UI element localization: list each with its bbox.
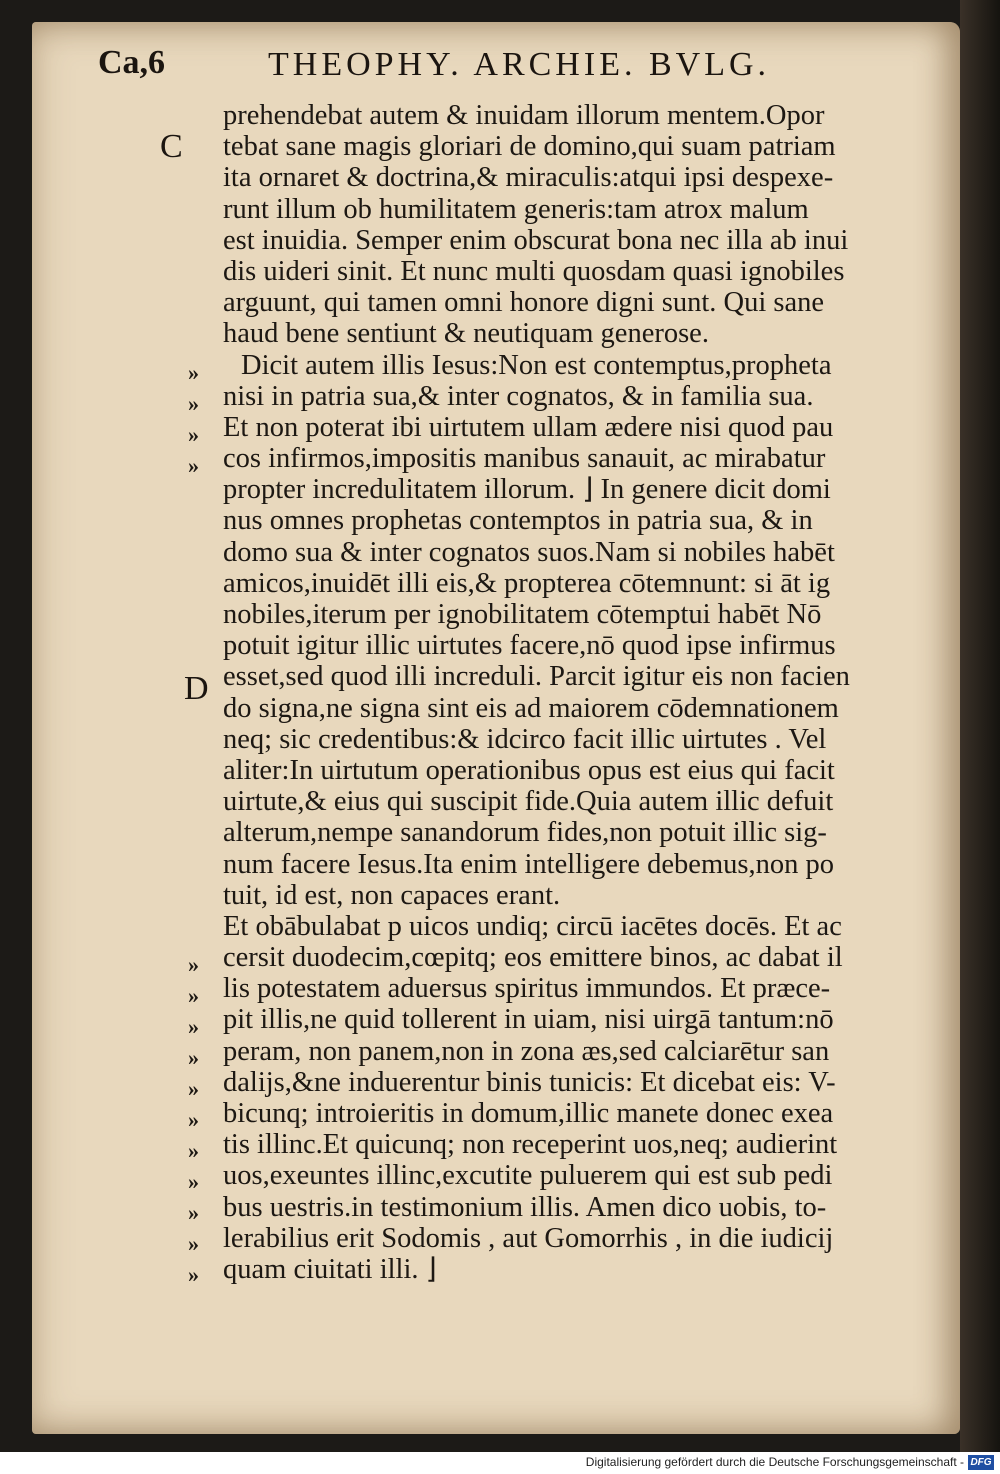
running-head: THEOPHY. ARCHIE. BVLG. xyxy=(268,46,771,83)
margin-letter-c: C xyxy=(160,128,183,165)
text-line: quam ciuitati illi. ⌋ xyxy=(223,1253,437,1285)
text-line: nobiles,iterum per ignobilitatem cōtemptui habēt Nō xyxy=(223,599,822,630)
text-line: est inuidia. Semper enim obscurat bona nec illa ab inui xyxy=(223,224,849,256)
quote-mark: » xyxy=(188,1262,199,1287)
text-line: tuit, id est, non capaces erant. xyxy=(223,879,561,911)
text-line: neq; sic credentibus:& idcirco facit illic uirtutes . Vel xyxy=(223,723,827,755)
text-line: bus uestris.in testimonium illis. Amen dico uobis, to- xyxy=(223,1191,827,1223)
quote-mark: » xyxy=(188,360,199,385)
text-line: potuit igitur illic uirtutes facere,nō quod ipse infirmus xyxy=(223,630,836,662)
funding-credit: Digitalisierung gefördert durch die Deutsche Forschungsgemeinschaft - xyxy=(585,1455,964,1469)
text-line: pit illis,ne quid tollerent in uiam, nisi uirgā tantum:nō xyxy=(223,1004,834,1036)
quote-mark: » xyxy=(188,1076,199,1101)
quote-mark: » xyxy=(188,983,199,1008)
text-line: tebat sane magis gloriari de domino,qui suam patriam xyxy=(223,131,836,163)
text-line: lis potestatem aduersus spiritus immundos. Et præce- xyxy=(223,973,831,1005)
text-line: propter incredulitatem illorum. ⌋ In genere dicit domi xyxy=(223,474,831,506)
folio-label: Ca,6 xyxy=(98,44,166,81)
text-line: Et non poterat ibi uirtutem ullam ædere nisi quod pau xyxy=(223,411,834,443)
quote-mark: » xyxy=(188,1169,199,1194)
text-line: esset,sed quod illi increduli. Parcit igitur eis non facien xyxy=(223,661,850,693)
text-line: num facere Iesus.Ita enim intelligere debemus,non po xyxy=(223,848,834,880)
text-line: cos infirmos,impositis manibus sanauit, ac mirabatur xyxy=(223,443,826,475)
text-line: bicunq; introieritis in domum,illic manete donec exea xyxy=(223,1098,834,1129)
text-line: uirtute,& eius qui suscipit fide.Quia autem illic defuit xyxy=(223,786,834,818)
quote-mark: » xyxy=(188,952,199,977)
text-line: ita ornaret & doctrina,& miraculis:atqui ipsi despexe- xyxy=(223,162,834,194)
quote-mark: » xyxy=(188,1138,199,1163)
quote-mark: » xyxy=(188,1200,199,1225)
text-line: alterum,nempe sanandorum fides,non potuit illic sig- xyxy=(223,817,827,849)
text-line: aliter:In uirtutum operationibus opus est eius qui facit xyxy=(223,754,835,786)
text-line: tis illinc.Et quicunq; non receperint uos,neq; audierint xyxy=(223,1129,838,1161)
text-line: runt illum ob humilitatem generis:tam atrox malum xyxy=(223,193,809,225)
text-line: haud bene sentiunt & neutiquam generose. xyxy=(223,318,709,350)
quote-mark: » xyxy=(188,422,199,447)
text-line: do signa,ne signa sint eis ad maiorem cōdemnationem xyxy=(223,692,839,724)
book-edge xyxy=(960,0,1000,1452)
quote-mark: » xyxy=(188,391,199,416)
quote-mark: » xyxy=(188,1045,199,1070)
quote-mark: » xyxy=(188,1107,199,1132)
body-text xyxy=(223,100,923,1285)
text-line: cersit duodecim,cœpitq; eos emittere binos, ac dabat il xyxy=(223,942,843,974)
text-line: nisi in patria sua,& inter cognatos, & in familia sua. xyxy=(223,380,814,412)
quote-mark: » xyxy=(188,1014,199,1039)
page-header xyxy=(98,44,1000,94)
margin-letter-d: D xyxy=(184,670,209,707)
text-line: uos,exeuntes illinc,excutite puluerem qui est sub pedi xyxy=(223,1160,833,1192)
text-line: domo sua & inter cognatos suos.Nam si nobiles habēt xyxy=(223,536,835,568)
dfg-logo: DFG xyxy=(968,1455,994,1470)
text-line: dalijs,&ne induerentur binis tunicis: Et dicebat eis: V- xyxy=(223,1066,836,1098)
text-line: prehendebat autem & inuidam illorum mentem.Opor xyxy=(223,100,825,131)
text-line: dis uideri sinit. Et nunc multi quosdam quasi ignobiles xyxy=(223,255,845,287)
text-line: Dicit autem illis Iesus:Non est contemptus,propheta xyxy=(241,349,832,381)
footer-bar xyxy=(0,1452,1000,1474)
text-line: peram, non panem,non in zona æs,sed calciarētur san xyxy=(223,1035,830,1067)
quote-mark: » xyxy=(188,1231,199,1256)
text-line: Et obābulabat p uicos undiq; circū iacētes docēs. Et ac xyxy=(223,910,842,942)
text-line: amicos,inuidēt illi eis,& propterea cōtemnunt: si āt ig xyxy=(223,567,831,599)
text-line: arguunt, qui tamen omni honore digni sunt. Qui sane xyxy=(223,287,825,319)
text-line: nus omnes prophetas contemptos in patria sua, & in xyxy=(223,505,813,537)
quote-mark: » xyxy=(188,453,199,478)
text-line: lerabilius erit Sodomis , aut Gomorrhis , in die iudicij xyxy=(223,1222,834,1254)
